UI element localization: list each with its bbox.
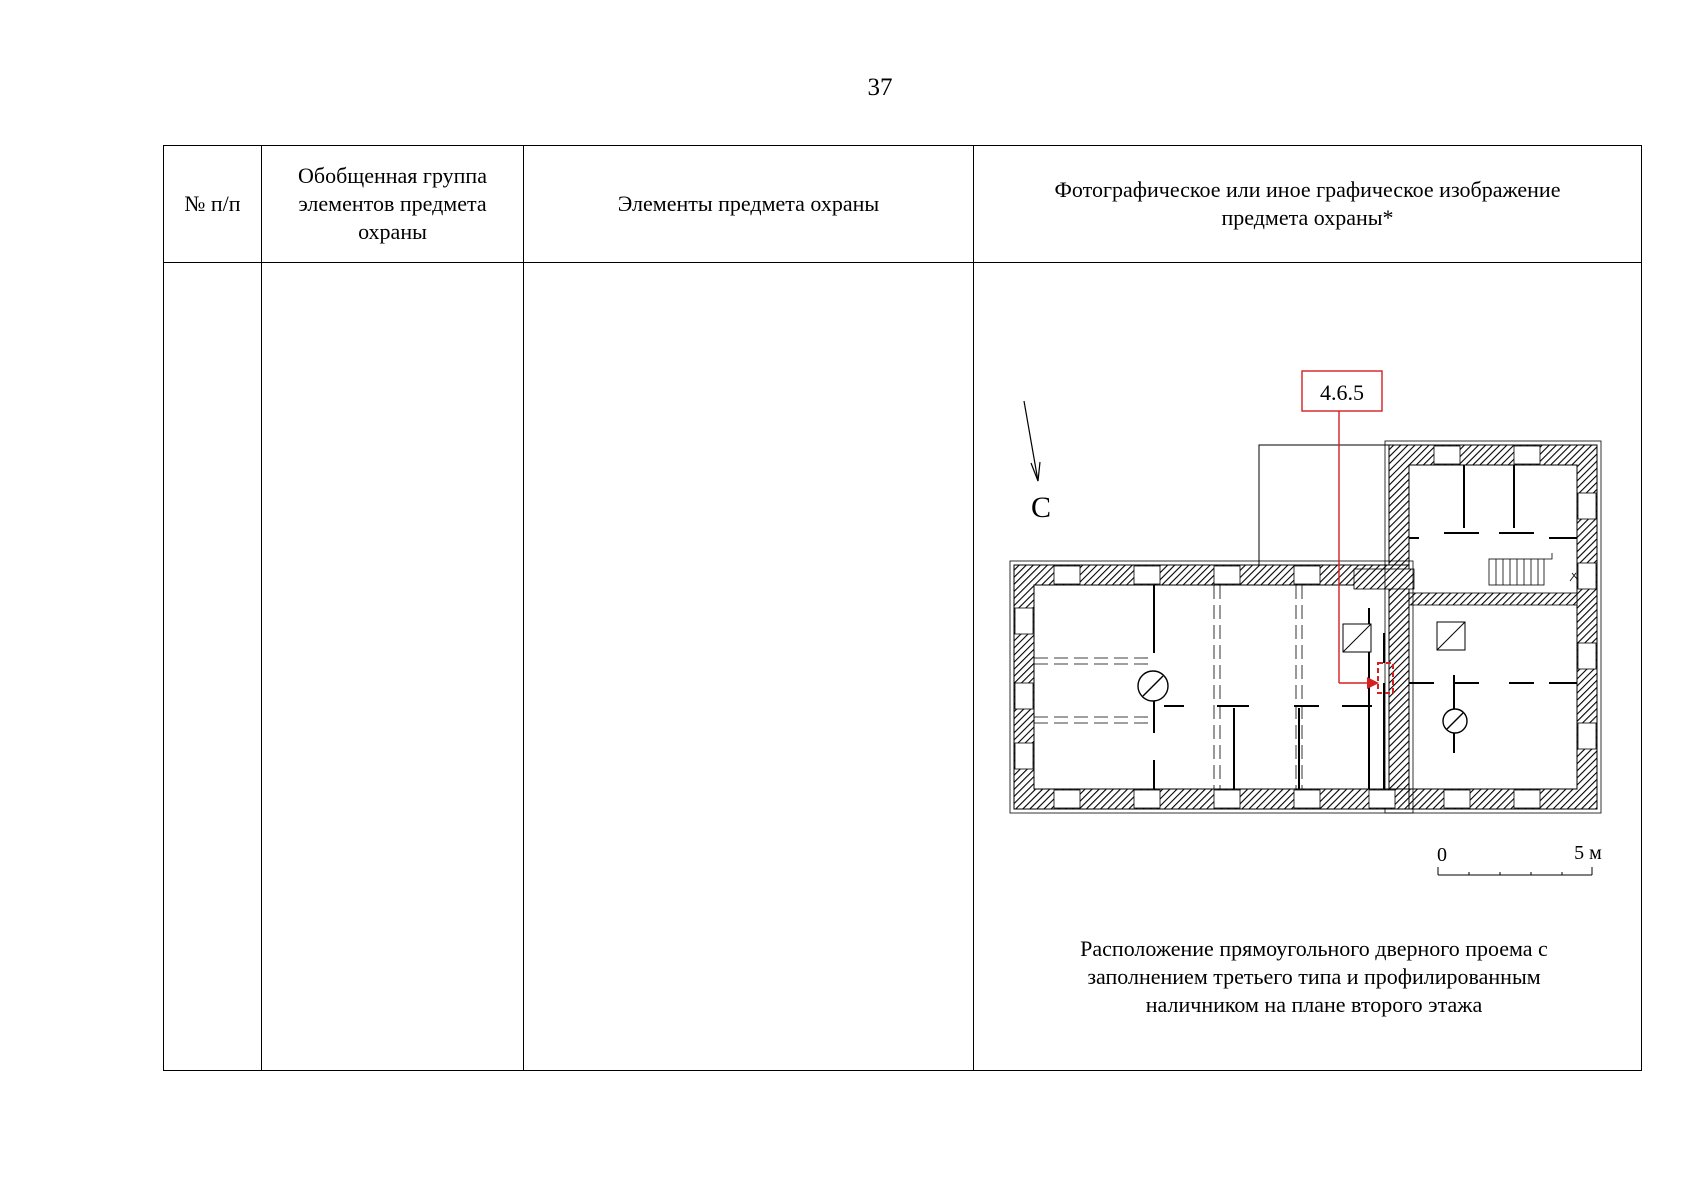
cell-elements xyxy=(524,263,974,1071)
protection-elements-table xyxy=(163,145,1642,1071)
cell-number xyxy=(164,263,262,1071)
vent-square-icon xyxy=(1343,624,1371,652)
north-label: С xyxy=(1031,491,1052,524)
callout-label: 4.6.5 xyxy=(1320,380,1364,405)
header-elements: Элементы предмета охраны xyxy=(524,146,974,263)
cell-group xyxy=(262,263,524,1071)
interior-partitions xyxy=(1034,465,1577,789)
annex-outline xyxy=(1259,445,1389,573)
vent-square-icon xyxy=(1437,622,1465,650)
outer-outlines xyxy=(1010,441,1601,813)
page-number: 37 xyxy=(867,74,893,101)
header-group: Обобщенная группа элементов предмета охраны xyxy=(262,146,524,263)
table-header-row xyxy=(164,146,1642,263)
table-row xyxy=(164,263,1642,1071)
right-block-walls xyxy=(1389,445,1597,809)
scale-end-label: 5 м xyxy=(1574,842,1602,864)
window-openings xyxy=(1015,446,1596,808)
north-arrow-icon xyxy=(1024,401,1040,481)
scale-bar xyxy=(1438,867,1592,875)
cell-image xyxy=(974,263,1642,1071)
plan-caption: Расположение прямоугольного дверного проема с заполнением третьего типа и профилированным наличником на плане второго этажа xyxy=(1080,936,1548,1017)
header-image: Фотографическое или иное графическое изображение предмета охраны* xyxy=(974,146,1642,263)
staircase-icon xyxy=(1489,553,1577,585)
header-number: № п/п xyxy=(164,146,262,263)
scale-start-label: 0 xyxy=(1437,844,1447,866)
round-stove-icon xyxy=(1138,671,1168,701)
round-stove-icon xyxy=(1443,709,1467,733)
